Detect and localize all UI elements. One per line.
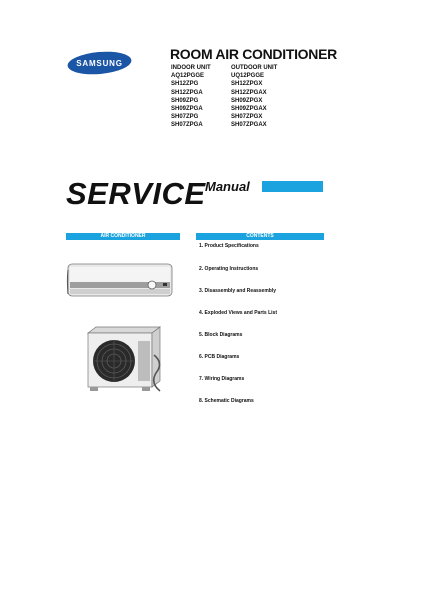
indoor-model: SH07ZPG xyxy=(171,114,199,121)
contents-item-schematic-diagrams[interactable]: 8. Schematic Diagrams xyxy=(199,398,254,404)
indoor-model: SH09ZPG xyxy=(171,97,199,104)
contents-item-product-specifications[interactable]: 1. Product Specifications xyxy=(199,243,259,249)
document-title: ROOM AIR CONDITIONER xyxy=(170,46,337,62)
samsung-logo xyxy=(67,51,132,75)
contents-item-pcb-diagrams[interactable]: 6. PCB Diagrams xyxy=(199,354,240,360)
outdoor-model: SH12ZPGAX xyxy=(231,89,267,96)
contents-item-exploded-views[interactable]: 4. Exploded Views and Parts List xyxy=(199,310,277,316)
indoor-model: SH12ZPGA xyxy=(171,89,203,96)
indoor-unit-illustration xyxy=(66,258,176,308)
accent-bar xyxy=(262,181,323,192)
outdoor-model: SH07ZPGX xyxy=(231,114,263,121)
indoor-model: SH07ZPGA xyxy=(171,122,203,129)
indoor-model: AQ12PGGE xyxy=(171,73,205,80)
service-heading: SERVICE xyxy=(66,176,206,211)
samsung-logo-text: SAMSUNG xyxy=(76,59,123,68)
outdoor-model: UQ12PGGE xyxy=(231,73,265,80)
outdoor-model: SH09ZPGX xyxy=(231,97,263,104)
outdoor-unit-column xyxy=(231,64,277,130)
outdoor-model: SH07ZPGAX xyxy=(231,122,267,129)
outdoor-unit-header: OUTDOOR UNIT xyxy=(231,65,278,71)
indoor-model: SH12ZPG xyxy=(171,81,199,88)
manual-heading: Manual xyxy=(205,179,250,194)
indoor-unit-column xyxy=(171,64,211,130)
contents-item-disassembly[interactable]: 3. Disassembly and Reassembly xyxy=(199,288,276,294)
contents-item-wiring-diagrams[interactable]: 7. Wiring Diagrams xyxy=(199,376,245,382)
outdoor-unit-illustration xyxy=(84,325,166,395)
indoor-unit-header: INDOOR UNIT xyxy=(171,65,211,71)
outdoor-model: SH12ZPGX xyxy=(231,81,263,88)
air-conditioner-bar: AIR CONDITIONER xyxy=(66,233,180,240)
contents-bar: CONTENTS xyxy=(196,233,324,240)
outdoor-model: SH09ZPGAX xyxy=(231,106,267,113)
contents-item-block-diagrams[interactable]: 5. Block Diagrams xyxy=(199,332,243,338)
indoor-model: SH09ZPGA xyxy=(171,106,203,113)
contents-item-operating-instructions[interactable]: 2. Operating Instructions xyxy=(199,266,259,272)
